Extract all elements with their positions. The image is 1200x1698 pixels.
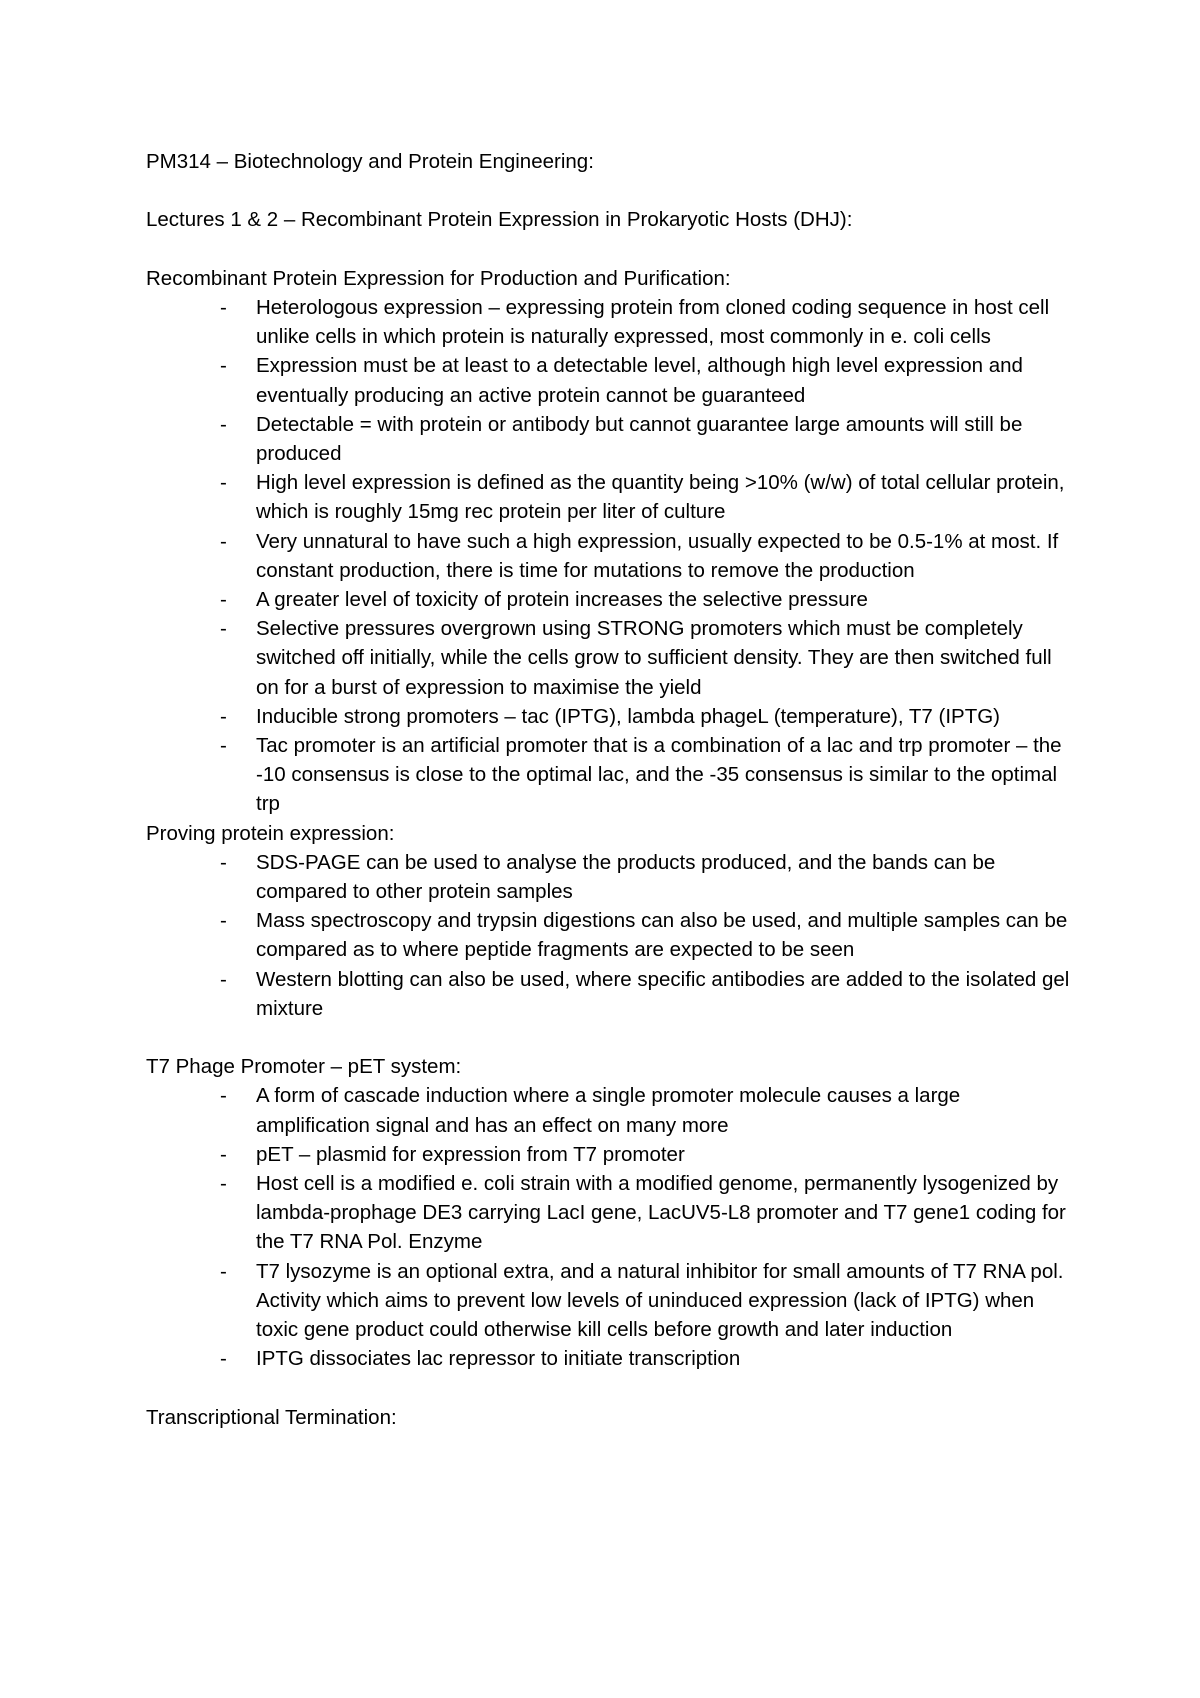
document-title: PM314 – Biotechnology and Protein Engineering: bbox=[146, 150, 594, 173]
spacer bbox=[146, 176, 1076, 205]
list-item-text: Mass spectroscopy and trypsin digestions can also be used, and multiple samples can be compared as to where peptide fragments are expected to be seen bbox=[256, 909, 1068, 962]
list-item bbox=[146, 702, 1076, 731]
bullet-dash: - bbox=[220, 617, 227, 641]
list-item bbox=[146, 410, 1076, 468]
list-item-text: Western blotting can also be used, where specific antibodies are added to the isolated gel mixture bbox=[256, 967, 1070, 1020]
bullet-dash: - bbox=[220, 1347, 227, 1371]
list-item-text: Tac promoter is an artificial promoter that is a combination of a lac and trp promoter – the -10 consensus is close to the optimal lac, and the -35 consensus is similar to the optimal trp bbox=[256, 734, 1062, 816]
lecture-heading: Lectures 1 & 2 – Recombinant Protein Expression in Prokaryotic Hosts (DHJ): bbox=[146, 208, 853, 232]
spacer bbox=[146, 1373, 1076, 1402]
bullet-dash: - bbox=[220, 295, 227, 319]
list-item bbox=[146, 351, 1076, 409]
bullet-dash: - bbox=[220, 529, 227, 553]
section-heading: Transcriptional Termination: bbox=[146, 1405, 397, 1429]
bullet-dash: - bbox=[220, 412, 227, 436]
bullet-dash: - bbox=[220, 354, 227, 378]
bullet-dash: - bbox=[220, 967, 227, 991]
list-item-text: Inducible strong promoters – tac (IPTG), lambda phageL (temperature), T7 (IPTG) bbox=[256, 704, 1001, 728]
bullet-list bbox=[146, 1081, 1076, 1373]
bullet-dash: - bbox=[220, 850, 227, 874]
list-item-text: IPTG dissociates lac repressor to initiate transcription bbox=[256, 1347, 741, 1371]
bullet-dash: - bbox=[220, 1259, 227, 1283]
bullet-dash: - bbox=[220, 588, 227, 612]
bullet-dash: - bbox=[220, 471, 227, 495]
list-item-text: Very unnatural to have such a high expression, usually expected to be 0.5-1% at most. If constant production, there is time for mutations to remove the production bbox=[256, 529, 1059, 582]
bullet-dash: - bbox=[220, 1084, 227, 1108]
list-item-text: Host cell is a modified e. coli strain with a modified genome, permanently lysogenized by lambda-prophage DE3 carrying LacI gene, LacUV5-L8 promoter and T7 gene1 coding for the T7 RNA Pol. Enzyme bbox=[256, 1172, 1066, 1254]
list-item bbox=[146, 585, 1076, 614]
list-item bbox=[146, 1169, 1076, 1257]
list-item-text: pET – plasmid for expression from T7 promoter bbox=[256, 1142, 685, 1166]
bullet-list bbox=[146, 848, 1076, 1023]
section-heading: Proving protein expression: bbox=[146, 821, 395, 845]
list-item bbox=[146, 1257, 1076, 1345]
list-item bbox=[146, 848, 1076, 906]
list-item-text: High level expression is defined as the quantity being >10% (w/w) of total cellular protein, which is roughly 15mg rec protein per liter of culture bbox=[256, 471, 1065, 524]
list-item-text: A form of cascade induction where a single promoter molecule causes a large amplification signal and has an effect on many more bbox=[256, 1084, 961, 1137]
list-item bbox=[146, 1140, 1076, 1169]
document-body bbox=[146, 147, 1076, 1432]
spacer bbox=[146, 235, 1076, 264]
list-item-text: Expression must be at least to a detectable level, although high level expression and eventually producing an active protein cannot be guaranteed bbox=[256, 354, 1023, 407]
bullet-list bbox=[146, 293, 1076, 819]
list-item-text: T7 lysozyme is an optional extra, and a natural inhibitor for small amounts of T7 RNA pol. Activity which aims to prevent low levels of uninduced expression (lack of IPTG) when toxic gene product could otherwise kill cells before growth and later induction bbox=[256, 1259, 1064, 1342]
list-item bbox=[146, 1344, 1076, 1373]
list-item bbox=[146, 1081, 1076, 1139]
bullet-dash: - bbox=[220, 1142, 227, 1166]
list-item-text: Selective pressures overgrown using STRONG promoters which must be completely switched off initially, while the cells grow to sufficient density. They are then switched full on for a burst of expression to maximise the yield bbox=[256, 617, 1052, 699]
list-item bbox=[146, 731, 1076, 819]
list-item bbox=[146, 527, 1076, 585]
bullet-dash: - bbox=[220, 734, 227, 758]
bullet-dash: - bbox=[220, 704, 227, 728]
list-item-text: Heterologous expression – expressing protein from cloned coding sequence in host cell unlike cells in which protein is naturally expressed, most commonly in e. coli cells bbox=[256, 295, 1050, 349]
section-heading: T7 Phage Promoter – pET system: bbox=[146, 1055, 462, 1079]
spacer bbox=[146, 1023, 1076, 1052]
list-item-text: Detectable = with protein or antibody but cannot guarantee large amounts will still be produced bbox=[256, 412, 1023, 465]
list-item bbox=[146, 468, 1076, 526]
list-item-text: SDS-PAGE can be used to analyse the products produced, and the bands can be compared to other protein samples bbox=[256, 850, 996, 904]
bullet-dash: - bbox=[220, 909, 227, 933]
section-heading: Recombinant Protein Expression for Production and Purification: bbox=[146, 266, 731, 290]
list-item bbox=[146, 965, 1076, 1023]
list-item bbox=[146, 293, 1076, 351]
list-item bbox=[146, 614, 1076, 702]
list-item bbox=[146, 906, 1076, 964]
bullet-dash: - bbox=[220, 1172, 227, 1196]
list-item-text: A greater level of toxicity of protein increases the selective pressure bbox=[256, 588, 868, 612]
